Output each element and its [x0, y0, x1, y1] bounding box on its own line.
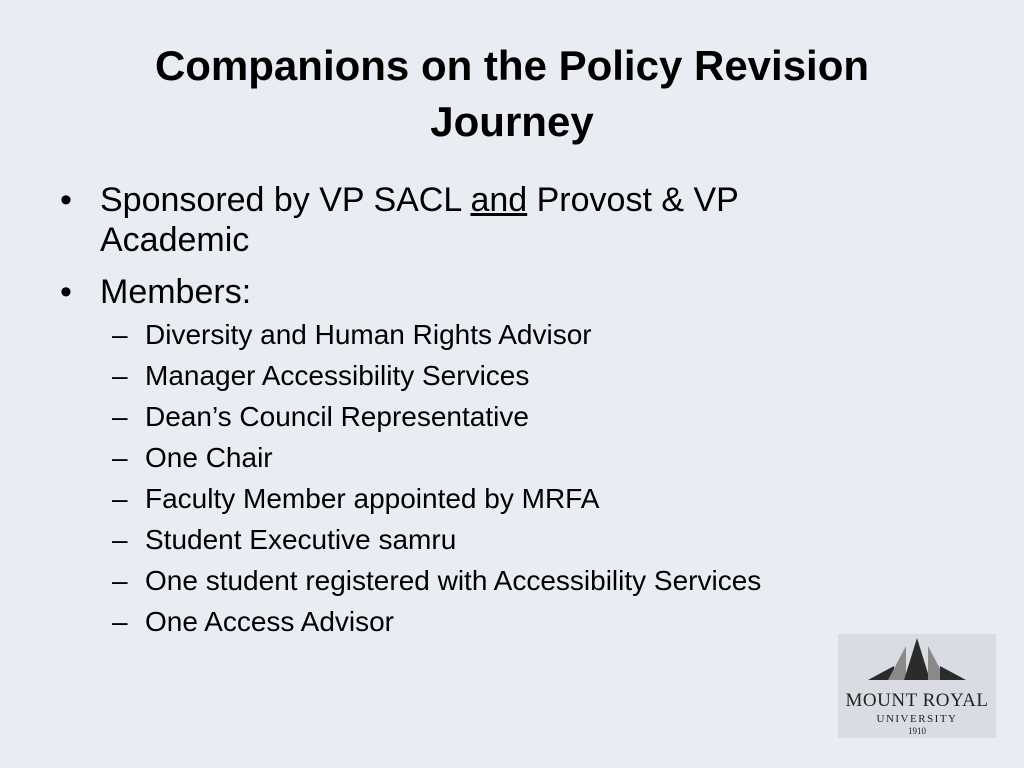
bullet-members [58, 272, 838, 312]
bullet-sponsors [58, 180, 838, 260]
member-item [112, 560, 838, 601]
member-item [112, 355, 838, 396]
member-text: Faculty Member appointed by MRFA [145, 483, 600, 514]
members-list [112, 314, 838, 642]
bullet-mark: • [60, 181, 72, 219]
member-item [112, 396, 838, 437]
member-text: Diversity and Human Rights Advisor [145, 319, 592, 350]
sponsor-text-before: Sponsored by VP SACL [100, 181, 471, 219]
member-text: One student registered with Accessibility Services [145, 565, 762, 596]
member-text: Manager Accessibility Services [145, 360, 530, 391]
member-text: One Chair [145, 442, 273, 473]
member-item [112, 601, 838, 642]
dash-mark: – [112, 401, 128, 432]
member-text: One Access Advisor [145, 606, 395, 637]
sponsor-underlined-and: and [470, 181, 528, 219]
member-text: Dean’s Council Representative [145, 401, 529, 432]
logo-subtitle: UNIVERSITY [876, 713, 958, 725]
member-item [112, 478, 838, 519]
dash-mark: – [112, 524, 128, 555]
members-heading: Members: [100, 273, 252, 311]
member-item [112, 437, 838, 478]
mountain-crest-icon [866, 636, 968, 688]
bullet-mark: • [60, 273, 72, 311]
member-item [112, 314, 838, 355]
slide-title [60, 38, 964, 150]
slide-content [58, 180, 838, 642]
dash-mark: – [112, 319, 128, 350]
member-text: Student Executive samru [145, 524, 457, 555]
dash-mark: – [112, 483, 128, 514]
dash-mark: – [112, 606, 128, 637]
slide-title-line1: Companions on the Policy Revision [154, 42, 870, 89]
mount-royal-logo [838, 634, 996, 738]
slide-title-line2: Journey [430, 98, 594, 145]
dash-mark: – [112, 565, 128, 596]
dash-mark: – [112, 360, 128, 391]
logo-name: MOUNT ROYAL [845, 690, 989, 711]
dash-mark: – [112, 442, 128, 473]
member-item [112, 519, 838, 560]
logo-year: 1910 [908, 726, 926, 736]
sponsor-text-after: Provost & VP Academic [100, 181, 739, 259]
